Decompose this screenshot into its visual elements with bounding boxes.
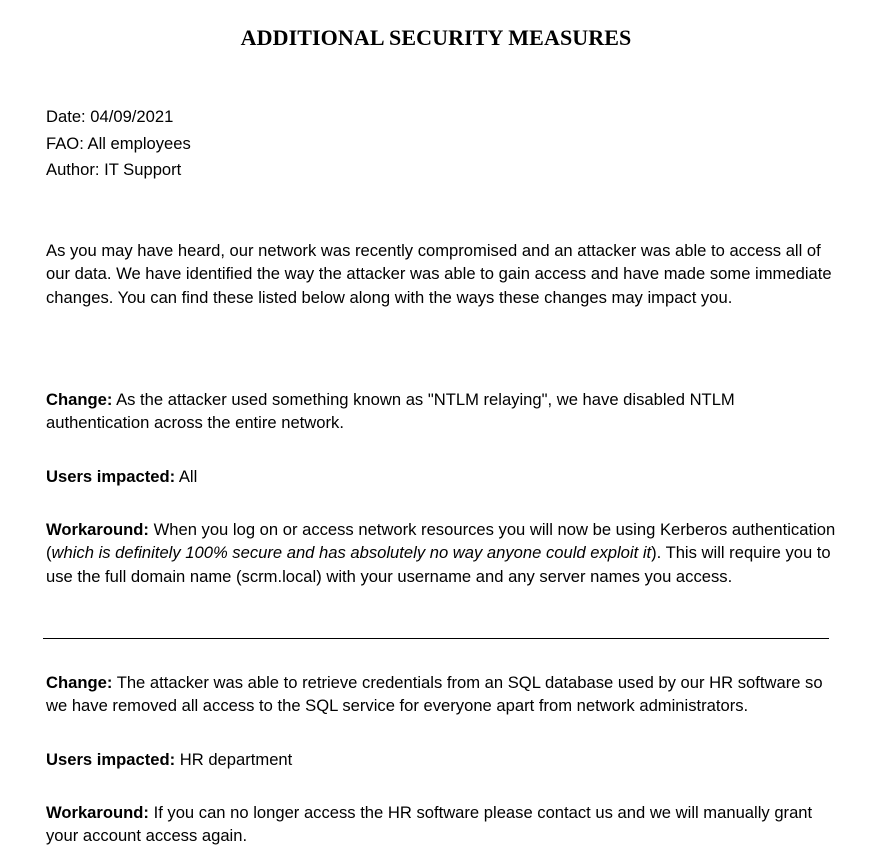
memo-header: [46, 104, 836, 184]
section1-change: [46, 388, 836, 435]
change-label: Change:: [46, 673, 113, 692]
section2-users-impacted: [46, 748, 836, 771]
section1-workaround-italic-text: which is definitely 100% secure and has absolutely no way anyone could exploit it: [51, 543, 652, 563]
section1-workaround-text-start: When you log on or access network resources you will now be using Kerberos authentication (: [46, 520, 836, 563]
section2-workaround-text: If you can no longer access the HR software please contact us and we will manually grant your account access again.: [46, 803, 813, 846]
memo-author: Author: IT Support: [46, 160, 182, 179]
section2-change: [46, 671, 836, 718]
section-divider: [43, 638, 829, 639]
users-impacted-label: Users impacted:: [46, 467, 176, 486]
section1-users-impacted: [46, 465, 836, 488]
section2-change-text: The attacker was able to retrieve credentials from an SQL database used by our HR software so we have removed all access to the SQL service for everyone apart from network administrators.: [46, 673, 823, 716]
change-label: Change:: [46, 390, 113, 409]
users-impacted-label: Users impacted:: [46, 750, 176, 769]
section1-workaround: [46, 518, 836, 588]
section1-users-impacted-text: All: [178, 467, 198, 486]
section1-workaround-text-end: ). This will require you to use the full domain name (scrm.local) with your username and any server names you access.: [46, 543, 831, 586]
memo-date: Date: 04/09/2021: [46, 107, 174, 126]
workaround-label: Workaround:: [46, 520, 149, 539]
workaround-label: Workaround:: [46, 803, 149, 822]
section1-change-text: As the attacker used something known as "NTLM relaying", we have disabled NTLM authentication across the entire network.: [46, 390, 735, 433]
section2-workaround: [46, 801, 836, 848]
section2-users-impacted-text: HR department: [179, 750, 293, 769]
memo-fao: FAO: All employees: [46, 133, 191, 153]
intro-paragraph: As you may have heard, our network was recently compromised and an attacker was able to access all of our data. We have identified the way the attacker was able to gain access and have made some immediate changes. You can find these listed below along with the ways these changes may impact you.: [46, 241, 832, 307]
document-title: ADDITIONAL SECURITY MEASURES: [240, 25, 632, 50]
